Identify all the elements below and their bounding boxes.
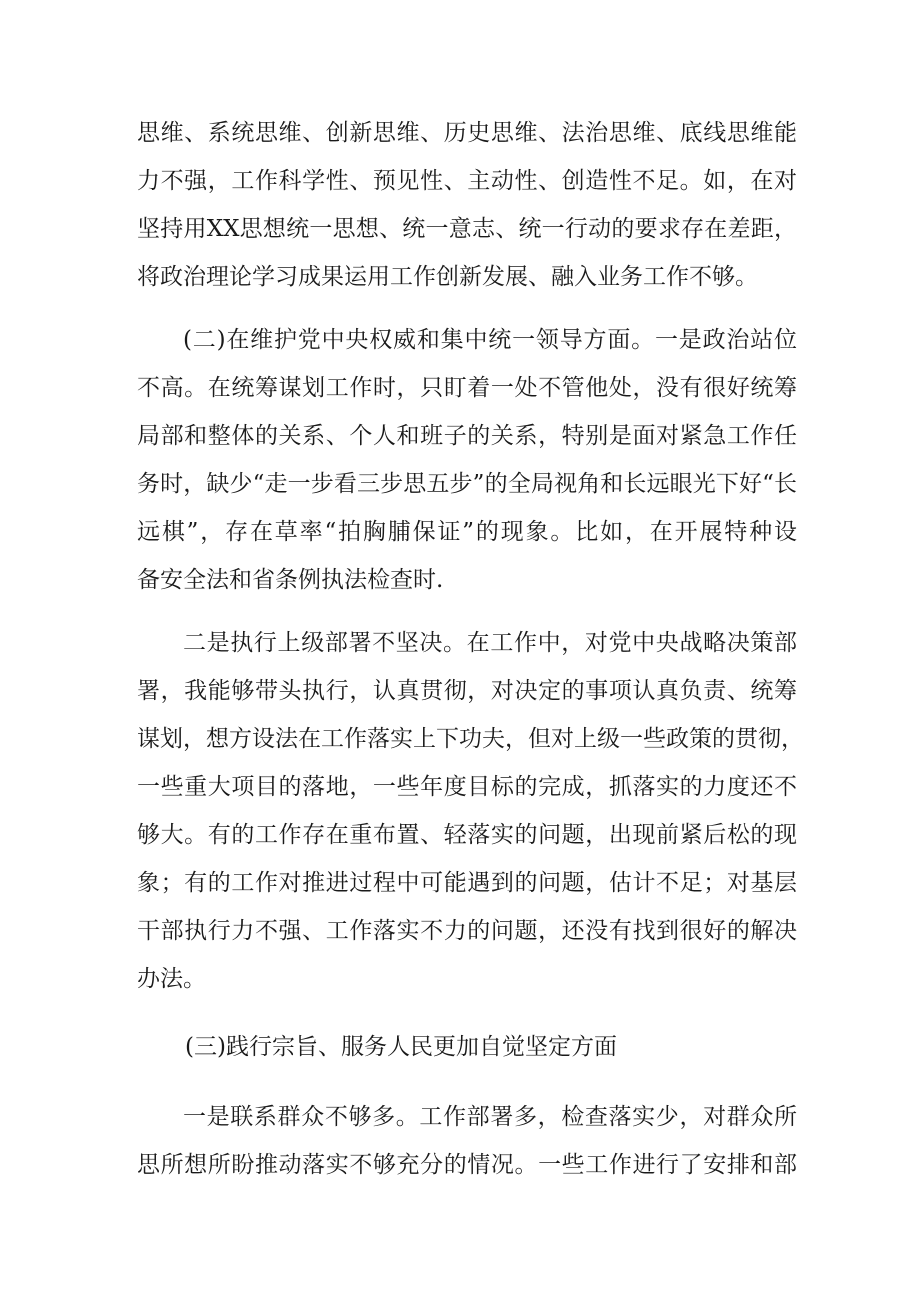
paragraph-line: 署，我能够带头执行，认真贯彻，对决定的事项认真负责、统筹 [137, 678, 797, 704]
paragraph-line: 远棋”，存在草率“拍胸脯保证”的现象。比如，在开展特种设 [137, 519, 797, 545]
paragraph-line: 备安全法和省条例执法检查时. [137, 567, 444, 593]
paragraph-line: 坚持用XX思想统一思想、统一意志、统一行动的要求存在差距， [137, 216, 797, 242]
paragraph-line: 二是执行上级部署不坚决。在工作中，对党中央战略决策部 [183, 630, 797, 656]
paragraph-line: 办法。 [137, 966, 206, 992]
section-heading-2: (二)在维护党中央权威和集中统一领导方面。一是政治站位 [183, 327, 797, 353]
paragraph-line: 干部执行力不强、工作落实不力的问题，还没有找到很好的解决 [137, 918, 797, 944]
paragraph-line: 思维、系统思维、创新思维、历史思维、法治思维、底线思维能 [137, 120, 797, 146]
paragraph-line: 一些重大项目的落地，一些年度目标的完成，抓落实的力度还不 [137, 774, 797, 800]
paragraph-line: 谋划，想方设法在工作落实上下功夫，但对上级一些政策的贯彻， [137, 726, 804, 752]
paragraph-line: 务时，缺少“走一步看三步思五步”的全局视角和长远眼光下好“长 [137, 471, 797, 497]
paragraph-line: 一是联系群众不够多。工作部署多，检查落实少，对群众所 [183, 1104, 797, 1130]
paragraph-line: 局部和整体的关系、个人和班子的关系，特别是面对紧急工作任 [137, 423, 797, 449]
section-heading-3: (三)践行宗旨、服务人民更加自觉坚定方面 [185, 1034, 617, 1060]
paragraph-line: 将政治理论学习成果运用工作创新发展、融入业务工作不够。 [137, 264, 758, 290]
paragraph-line: 力不强，工作科学性、预见性、主动性、创造性不足。如，在对 [137, 168, 797, 194]
paragraph-line: 象；有的工作对推进过程中可能遇到的问题，估计不足；对基层 [137, 870, 797, 896]
paragraph-line: 够大。有的工作存在重布置、轻落实的问题，出现前紧后松的现 [137, 822, 797, 848]
paragraph-line: 思所想所盼推动落实不够充分的情况。一些工作进行了安排和部 [137, 1152, 797, 1178]
paragraph-line: 不高。在统筹谋划工作时，只盯着一处不管他处，没有很好统筹 [137, 375, 797, 401]
